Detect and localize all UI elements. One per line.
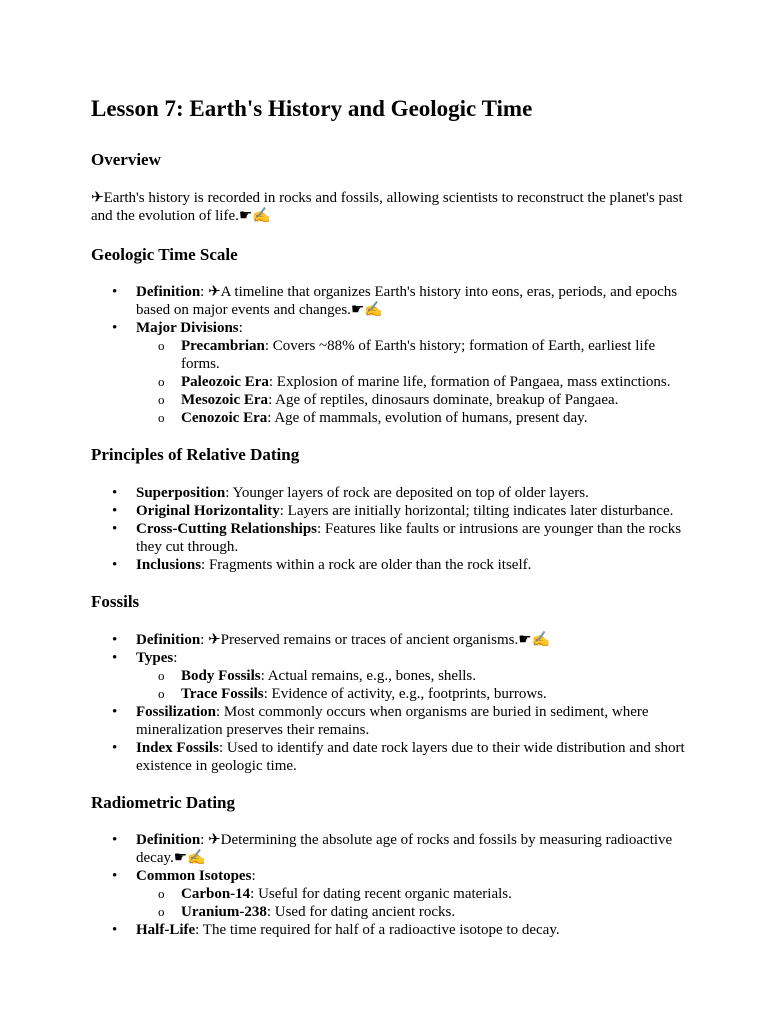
list-item <box>91 631 691 649</box>
term: Half-Life <box>136 922 196 938</box>
sub-list <box>136 885 691 921</box>
geologic-time-scale-list <box>91 283 691 427</box>
term: Uranium-238 <box>181 904 267 920</box>
description: : Used to identify and date rock layers due to their wide distribution and short existence in geologic time. <box>136 740 685 774</box>
sub-list-item <box>136 391 691 409</box>
list-item <box>91 319 691 427</box>
term: Types <box>136 650 174 666</box>
description: : Most commonly occurs when organisms are buried in sediment, where mineralization preserves their remains. <box>136 704 649 738</box>
sub-list-item <box>136 685 691 703</box>
description: : Features like faults or intrusions are younger than the rocks they cut through. <box>136 521 682 555</box>
term: Original Horizontality <box>136 503 280 519</box>
description: : ✈Preserved remains or traces of ancient organisms.☛✍ <box>200 632 551 648</box>
description: : ✈Determining the absolute age of rocks and fossils by measuring radioactive decay.☛✍ <box>136 832 673 866</box>
list-item <box>91 520 691 556</box>
description: : Younger layers of rock are deposited on top of older layers. <box>225 485 589 501</box>
description: : ✈A timeline that organizes Earth's history into eons, eras, periods, and epochs based on major events and changes.☛✍ <box>136 284 678 318</box>
description: : Covers ~88% of Earth's history; formation of Earth, earliest life forms. <box>181 338 656 372</box>
list-item <box>91 867 691 921</box>
term: Carbon-14 <box>181 886 251 902</box>
description: : Useful for dating recent organic materials. <box>250 886 512 902</box>
geologic-time-scale-heading: Geologic Time Scale <box>91 245 238 264</box>
relative-dating-heading: Principles of Relative Dating <box>91 445 300 464</box>
sub-list-item <box>136 409 691 427</box>
overview-text: ✈Earth's history is recorded in rocks and fossils, allowing scientists to reconstruct the planet's past and the evolution of life.☛✍ <box>91 190 683 224</box>
term: Common Isotopes <box>136 868 252 884</box>
term: Precambrian <box>181 338 265 354</box>
fossils-heading: Fossils <box>91 592 140 611</box>
term: Inclusions <box>136 557 202 573</box>
term: Mesozoic Era <box>181 392 269 408</box>
term: Definition <box>136 832 201 848</box>
radiometric-dating-list <box>91 831 691 939</box>
description: : Explosion of marine life, formation of Pangaea, mass extinctions. <box>268 374 671 390</box>
list-item <box>91 556 691 574</box>
sub-list-item <box>136 667 691 685</box>
fossils-list <box>91 631 691 775</box>
description: : Fragments within a rock are older than the rock itself. <box>201 557 532 573</box>
sub-list-item <box>136 373 691 391</box>
description: : <box>238 320 243 336</box>
term: Body Fossils <box>181 668 261 684</box>
term: Fossilization <box>136 704 217 720</box>
list-item <box>91 484 691 502</box>
list-item <box>91 649 691 703</box>
sub-list-item <box>136 903 691 921</box>
description: : <box>251 868 256 884</box>
description: : Evidence of activity, e.g., footprints, burrows. <box>263 686 547 702</box>
description: : Actual remains, e.g., bones, shells. <box>260 668 476 684</box>
list-item <box>91 703 691 739</box>
description: : <box>173 650 178 666</box>
term: Index Fossils <box>136 740 219 756</box>
term: Trace Fossils <box>181 686 264 702</box>
description: : The time required for half of a radioactive isotope to decay. <box>195 922 560 938</box>
term: Cenozoic Era <box>181 410 268 426</box>
radiometric-dating-heading: Radiometric Dating <box>91 793 236 812</box>
list-item <box>91 921 691 939</box>
term: Definition <box>136 632 201 648</box>
term: Cross-Cutting Relationships <box>136 521 318 537</box>
description: : Age of reptiles, dinosaurs dominate, breakup of Pangaea. <box>268 392 619 408</box>
list-item <box>91 739 691 775</box>
overview-heading: Overview <box>91 150 161 169</box>
page-title: Lesson 7: Earth's History and Geologic Time <box>91 96 533 121</box>
list-item <box>91 502 691 520</box>
list-item <box>91 283 691 319</box>
sub-list <box>136 337 691 427</box>
description: : Age of mammals, evolution of humans, present day. <box>267 410 588 426</box>
term: Superposition <box>136 485 226 501</box>
term: Definition <box>136 284 201 300</box>
description: : Used for dating ancient rocks. <box>266 904 456 920</box>
term: Paleozoic Era <box>181 374 269 390</box>
sub-list <box>136 667 691 703</box>
term: Major Divisions <box>136 320 239 336</box>
relative-dating-list <box>91 484 691 574</box>
sub-list-item <box>136 885 691 903</box>
list-item <box>91 831 691 867</box>
description: : Layers are initially horizontal; tilting indicates later disturbance. <box>279 503 674 519</box>
sub-list-item <box>136 337 691 373</box>
